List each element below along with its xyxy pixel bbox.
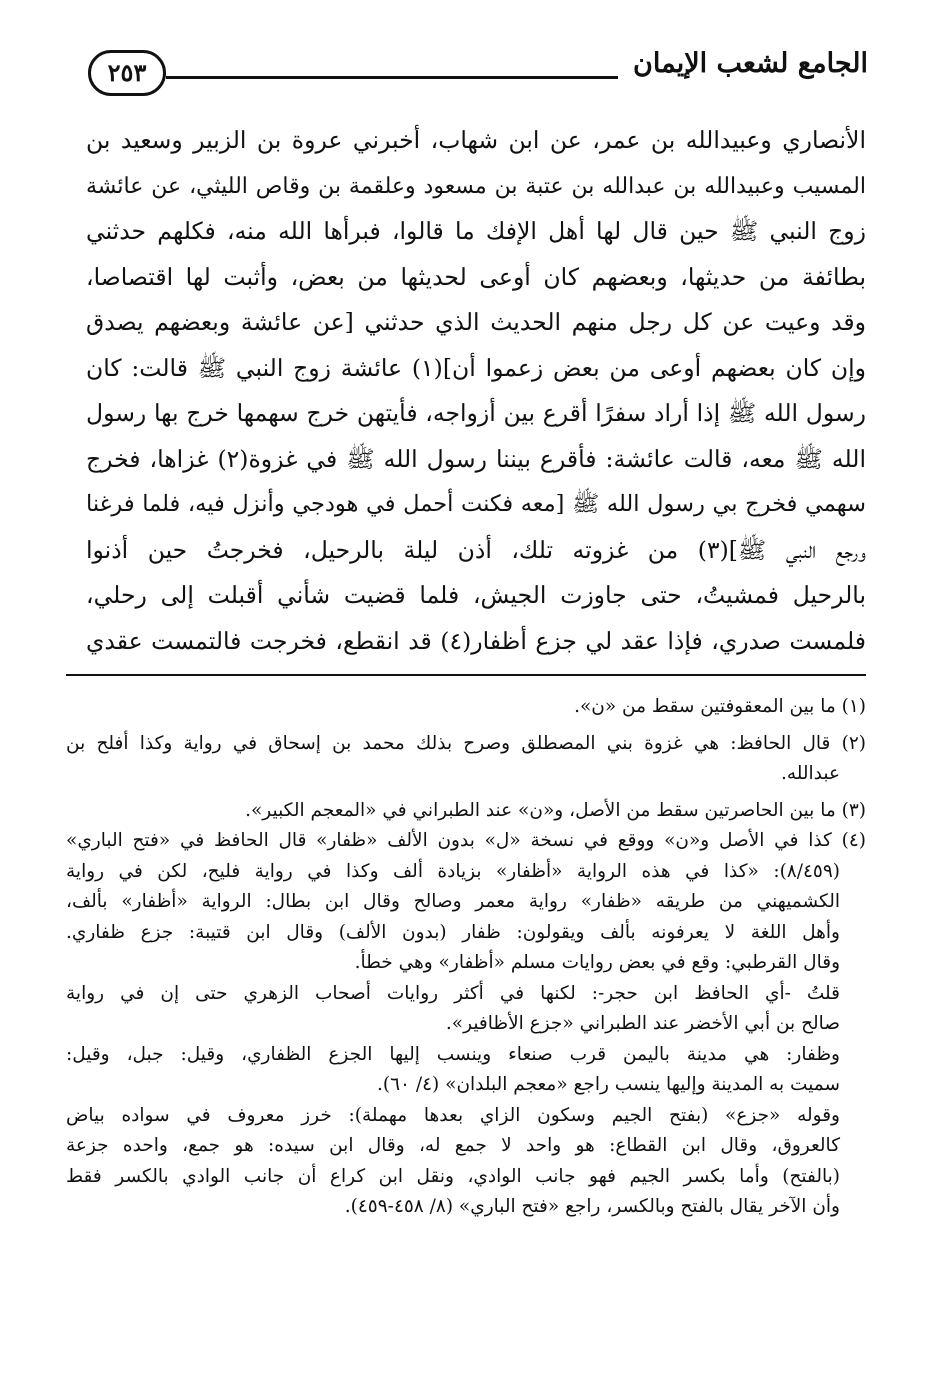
text-line: بالرحيل فمشيتُ، حتى جاوزت الجيش، فلما قضيت شأني أقبلت إلى رحلي، [86,581,866,609]
footnote-line: وظفار: هي مدينة باليمن قرب صنعاء وينسب إليها الجزع الظفاري، وقيل: جبل، وقيل: [66,1043,840,1065]
footnote-3 [66,796,866,827]
footnote-line: (٣) ما بين الحاصرتين سقط من الأصل، و«ن» عند الطبراني في «المعجم الكبير». [245,799,866,821]
page-number: ٢٥٣ [88,50,166,96]
footnote-4 [66,826,866,1223]
footnote-line: (٤) كذا في الأصل و«ن» ووقع في نسخة «ل» بدون الألف «ظفار» قال الحافظ في «فتح الباري» [66,830,866,851]
footnote-line: (بالفتح) وأما بكسر الجيم فهو جانب الوادي، ونقل ابن كراع أن جانب الوادي بالكسر فقط [66,1165,840,1187]
footnote-line: الكشميهني من طريقه «ظفار» رواية معمر وصالح وقال ابن بطال: الرواية «أظفار» بألف، [66,891,840,912]
footnote-divider [66,674,866,676]
text-line: المسيب وعبيدالله بن عبدالله بن عتبة بن مسعود وعلقمة بن وقاص الليثي، عن عائشة [86,173,866,199]
footnote-line: صالح بن أبي الأخضر عند الطبراني «جزع الأظافير». [445,1013,840,1034]
footnote-line: كالعروق، وقال ابن القطاع: هو واحد لا جمع له، وقال ابن سيده: هو جمع، واحده جزعة [66,1135,840,1156]
footnote-line: قلتُ -أي الحافظ ابن حجر-: لكنها في أكثر روايات أصحاب الزهري حتى إن في رواية [66,982,840,1004]
text-line: وقد وعيت عن كل رجل منهم الحديث الذي حدثني [عن عائشة وبعضهم يصدق [86,308,866,336]
footnote-line: وقال القرطبي: وقع في بعض روايات مسلم «أظفار» وهي خطأ. [354,952,840,973]
footnote-line: وأهل اللغة لا يعرفونه بألف ويقولون: ظفار (بدون الألف) وقال ابن قتيبة: جزع ظفاري. [66,921,840,943]
text-line: الله ﷺ معه، قالت عائشة: فأقرع بيننا رسول الله ﷺ في غزوة(٢) غزاها، فخرج [86,444,866,473]
footnote-line: (١) ما بين المعقوفتين سقط من «ن». [574,696,866,717]
running-title: الجامع لشعب الإيمان [633,48,868,79]
text-line: رسول الله ﷺ إذا أراد سفرًا أقرع بين أزواجه، فأيتهن خرج سهمها خرج بها رسول [86,399,866,427]
main-text [86,118,866,664]
footnote-line: وقوله «جزع» (بفتح الجيم وسكون الزاي بعدها مهملة): خرز معروف في سواده بياض [66,1104,840,1126]
footnote-1 [66,692,866,723]
footnote-line: وأن الآخر يقال بالفتح وبالكسر، راجع «فتح الباري» (٨/ ٤٥٨-٤٥٩). [344,1196,840,1217]
footnote-line: (٨/٤٥٩): «كذا في هذه الرواية «أظفار» بزيادة ألف وكذا في رواية فليح، لكن في رواية [66,860,840,882]
footnotes [66,692,866,1223]
footnote-line: عبدالله. [780,763,840,784]
text-line: سهمي فخرج بي رسول الله ﷺ [معه فكنت أحمل في هودجي وأنزل فيه، فلما فرغنا [86,491,866,517]
footnote-line: سميت به المدينة وإليها ينسب راجع «معجم البلدان» (٤/ ٦٠). [376,1074,840,1095]
page-header [88,42,868,102]
text-line: بطائفة من حديثها، وبعضهم كان أوعى لحديثها من بعض، وأثبت لها اقتصاصا، [86,262,866,291]
text-line: ورجع النبي ﷺ](٣) من غزوته تلك، أذن ليلة بالرحيل، فخرجتُ حين أذنوا [86,535,866,564]
header-rule [166,76,618,79]
footnote-2 [66,729,866,790]
text-line: زوج النبي ﷺ حين قال لها أهل الإفك ما قالوا، فبرأها الله منه، فكلهم حدثني [86,217,866,245]
text-line: فلمست صدري، فإذا عقد لي جزع أظفار(٤) قد انقطع، فخرجت فالتمست عقدي [86,626,866,655]
text-line: الأنصاري وعبيدالله بن عمر، عن ابن شهاب، أخبرني عروة بن الزبير وسعيد بن [86,126,866,154]
footnote-line: (٢) قال الحافظ: هي غزوة بني المصطلق وصرح بذلك محمد بن إسحاق في رواية وكذا أفلح بن [66,732,866,754]
text-line: وإن كان بعضهم أوعى من بعض زعموا أن](١) عائشة زوج النبي ﷺ قالت: كان [86,353,866,382]
